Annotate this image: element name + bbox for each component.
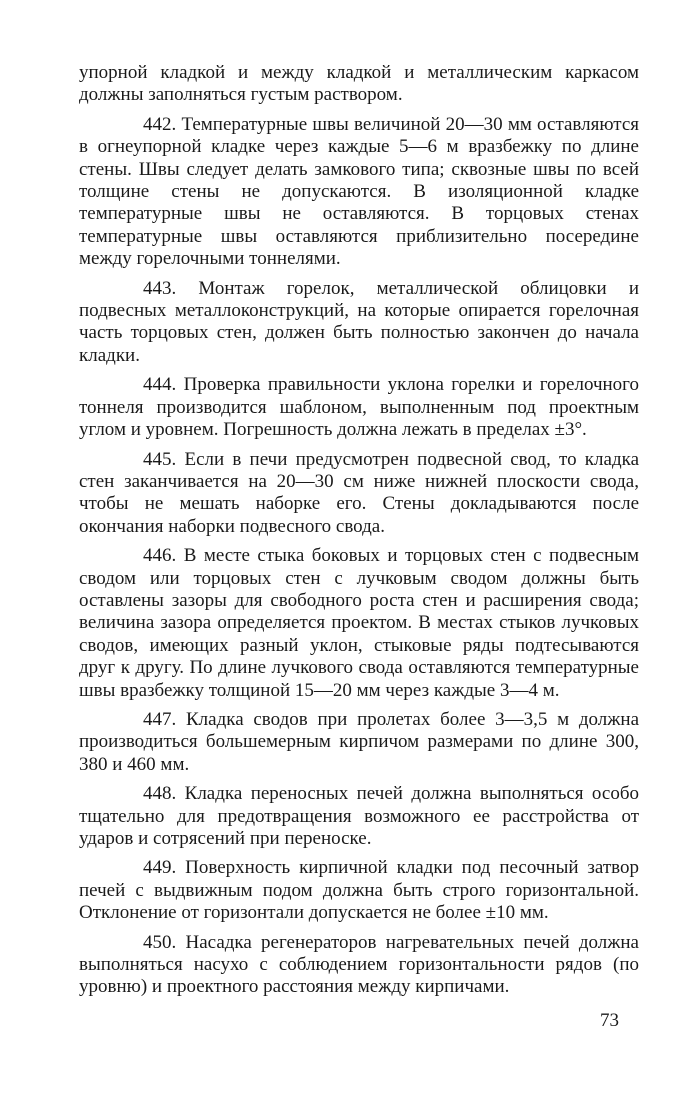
paragraph-text: Насадка регенераторов нагревательных печей должна выполняться насухо с соблюдением горизонтальности рядов (по уровню) и проектного расстояния между кирпичами. <box>79 931 639 998</box>
paragraph-text: Монтаж горелок, металлической облицовки и подвесных металлоконструкций, на которые опирается горелочная часть торцовых стен, должен быть полностью закончен до начала кладки. <box>79 277 639 366</box>
paragraph-number: 444. <box>143 374 177 396</box>
document-page <box>79 62 639 1006</box>
paragraph-number: 446. <box>143 545 177 567</box>
paragraph-446 <box>79 545 639 702</box>
paragraph-445 <box>79 449 639 539</box>
paragraph-number: 443. <box>143 277 177 299</box>
paragraph-number: 447. <box>143 708 177 730</box>
paragraph-450 <box>79 932 639 999</box>
paragraph-444 <box>79 374 639 441</box>
page-number: 73 <box>600 1010 619 1031</box>
paragraph-text: Проверка правильности уклона горелки и горелочного тоннеля производится шаблоном, выполненным под проектным углом и уровнем. Погрешность должна лежать в пределах ±3°. <box>79 374 639 441</box>
paragraph-number: 448. <box>143 783 177 805</box>
paragraph-443 <box>79 278 639 368</box>
paragraph-442 <box>79 114 639 271</box>
paragraph-number: 449. <box>143 857 177 879</box>
paragraph-number: 445. <box>143 448 177 470</box>
paragraph-number: 450. <box>143 931 177 953</box>
paragraph-continuation <box>79 62 639 107</box>
paragraph-text: Если в печи предусмотрен подвесной свод, то кладка стен заканчивается на 20—30 см ниже нижней плоскости свода, чтобы не мешать наборке его. Стены докладываются после окончания наборки подвесного свода. <box>79 448 639 537</box>
paragraph-text: упорной кладкой и между кладкой и металлическим каркасом должны заполняться густым раствором. <box>79 62 639 106</box>
paragraph-text: Температурные швы величиной 20—30 мм оставляются в огнеупорной кладке через каждые 5—6 м вразбежку по длине стены. Швы следует делать замкового типа; сквозные швы по всей толщине стены не допускаются. В изоляционной кладке температурные швы не оставляются. В торцовых стенах температурные швы оставляются приблизительно посередине между горелочными тоннелями. <box>79 113 640 270</box>
paragraph-text: Кладка сводов при пролетах более 3—3,5 м должна производиться большемерным кирпичом размерами по длине 300, 380 и 460 мм. <box>79 708 640 775</box>
paragraph-text: Поверхность кирпичной кладки под песочный затвор печей с выдвижным подом должна быть строго горизонтальной. Отклонение от горизонтали допускается не более ±10 мм. <box>79 857 640 924</box>
paragraph-number: 442. <box>143 113 177 135</box>
paragraph-449 <box>79 857 639 924</box>
paragraph-text: В месте стыка боковых и торцовых стен с подвесным сводом или торцовых стен с лучковым сводом должны быть оставлены зазоры для свободного роста стен и расширения свода; величина зазора определяется проектом. В местах стыков лучковых сводов, имеющих разный уклон, стыковые ряды подтесываются друг к другу. По длине лучкового свода оставляются температурные швы вразбежку толщиной 15—20 мм через каждые 3—4 м. <box>79 545 639 701</box>
paragraph-text: Кладка переносных печей должна выполняться особо тщательно для предотвращения возможного ее расстройства от ударов и сотрясений при переноске. <box>79 783 640 849</box>
paragraph-447 <box>79 709 639 776</box>
paragraph-448 <box>79 783 639 850</box>
